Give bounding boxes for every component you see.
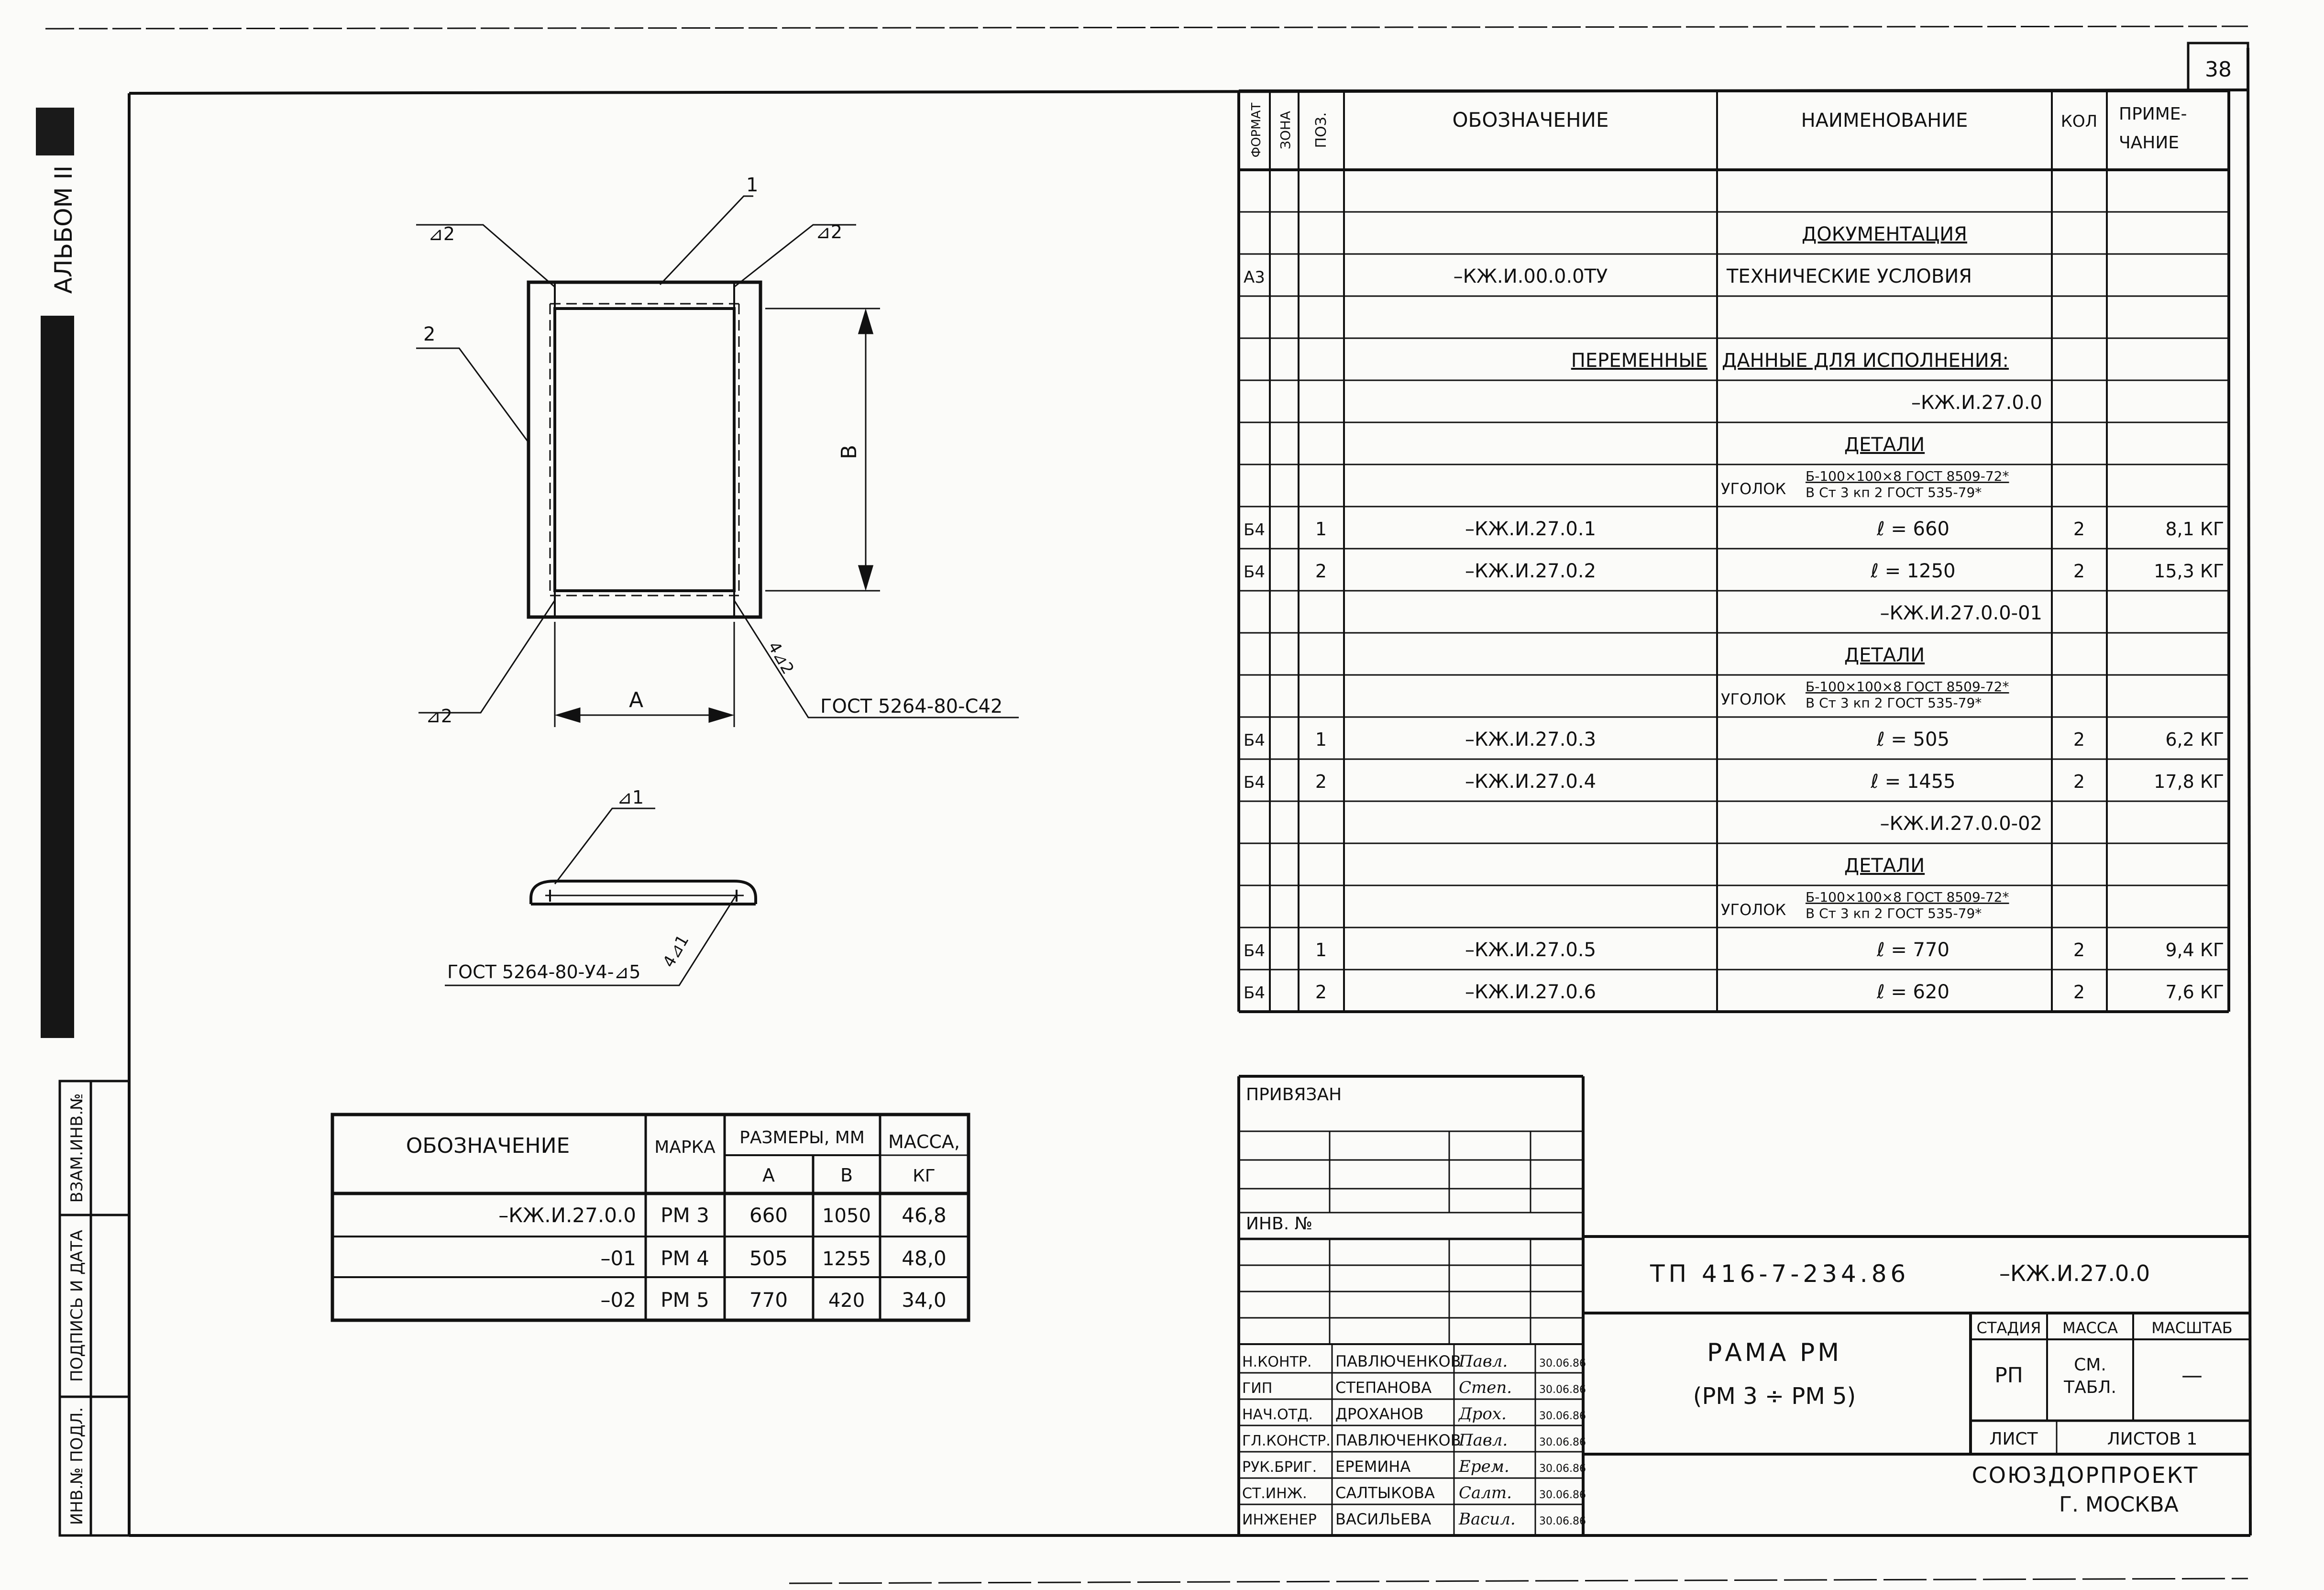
- dim-row-mark: РМ 3: [661, 1204, 709, 1227]
- dim-head-mass: МАССА,: [888, 1131, 960, 1152]
- frame-side-view: [445, 808, 756, 985]
- sheet-label: ЛИСТ: [1989, 1429, 2038, 1449]
- sheets-label: ЛИСТОВ 1: [2107, 1429, 2198, 1449]
- title-line1: РАМА РМ: [1707, 1338, 1842, 1367]
- row-designation: –КЖ.И.27.0.3: [1465, 729, 1597, 751]
- row-qty: 2: [2073, 561, 2085, 582]
- dim-row-mass: 48,0: [902, 1247, 947, 1270]
- signer-name: ЕРЕМИНА: [1335, 1458, 1411, 1476]
- stamp-inv-podl: ИНВ.№ ПОДЛ.: [67, 1407, 87, 1525]
- head-zone: ЗОНА: [1278, 110, 1293, 150]
- head-pos: ПОЗ.: [1313, 112, 1330, 148]
- row-qty: 2: [2073, 729, 2085, 750]
- gost-weld-2: ГОСТ 5264-80-У4-⊿5: [447, 961, 641, 983]
- signer-role: НАЧ.ОТД.: [1242, 1406, 1313, 1423]
- title-line2: (РМ 3 ÷ РМ 5): [1693, 1383, 1856, 1410]
- dim-row-b: 1050: [822, 1205, 871, 1227]
- head-qty: КОЛ: [2060, 112, 2098, 131]
- row-pos: 2: [1315, 561, 1327, 582]
- row-designation: –КЖ.И.27.0.5: [1465, 939, 1597, 961]
- scale-value: —: [2181, 1363, 2203, 1388]
- row-name: ДАННЫЕ ДЛЯ ИСПОЛНЕНИЯ:: [1722, 350, 2009, 372]
- row-qty: 2: [2073, 939, 2085, 961]
- signer-name: ПАВЛЮЧЕНКОВ: [1335, 1352, 1461, 1370]
- dim-row-a: 770: [749, 1288, 788, 1312]
- stage-label: СТАДИЯ: [1976, 1319, 2041, 1337]
- row-qty: 2: [2073, 519, 2085, 540]
- dim-row-a: 660: [749, 1204, 788, 1227]
- head-designation: ОБОЗНАЧЕНИЕ: [1452, 108, 1609, 132]
- dim-row-b: 420: [828, 1290, 865, 1312]
- row-fraction-top: Б-100×100×8 ГОСТ 8509-72*: [1806, 889, 2009, 905]
- row-section: ДЕТАЛИ: [1844, 855, 1925, 877]
- row-format: Б4: [1244, 983, 1265, 1003]
- sheet-frame: [45, 26, 2250, 1583]
- mass-label: МАССА: [2062, 1319, 2118, 1337]
- signer-name: СТЕПАНОВА: [1335, 1379, 1432, 1397]
- org-line1: СОЮЗДОРПРОЕКТ: [1972, 1462, 2199, 1488]
- page-number: 38: [2205, 57, 2232, 82]
- row-pos: 1: [1315, 729, 1327, 750]
- dim-head-dims: РАЗМЕРЫ, ММ: [739, 1128, 865, 1148]
- dim-row-designation: –01: [600, 1247, 636, 1270]
- signer-date: 30.06.86: [1539, 1384, 1586, 1396]
- dim-row-b: 1255: [822, 1248, 871, 1270]
- row-section: ДЕТАЛИ: [1844, 644, 1925, 666]
- signer-name: ДРОХАНОВ: [1335, 1405, 1424, 1423]
- gost-weld-1: ГОСТ 5264-80-С42: [820, 696, 1003, 718]
- head-name: НАИМЕНОВАНИЕ: [1801, 110, 1968, 132]
- row-name: ℓ = 1455: [1871, 771, 1956, 793]
- row-note: 17,8 КГ: [2154, 771, 2224, 792]
- row-name: ТЕХНИЧЕСКИЕ УСЛОВИЯ: [1727, 265, 1972, 287]
- row-qty: 2: [2073, 982, 2085, 1003]
- signer-name: ВАСИЛЬЕВА: [1335, 1510, 1432, 1528]
- signer-role: ИНЖЕНЕР: [1242, 1512, 1317, 1528]
- dim-row-designation: –КЖ.И.27.0.0: [498, 1204, 636, 1227]
- row-note: 7,6 КГ: [2165, 982, 2224, 1003]
- signer-date: 30.06.86: [1539, 1463, 1586, 1475]
- row-format: Б4: [1244, 941, 1265, 961]
- frame-plan-view: [416, 196, 1019, 727]
- row-name: ℓ = 1250: [1871, 560, 1956, 582]
- stage-value: РП: [1994, 1363, 2023, 1388]
- signature-mark: Салт.: [1459, 1483, 1512, 1502]
- signer-role: СТ.ИНЖ.: [1242, 1485, 1307, 1502]
- signer-name: ПАВЛЮЧЕНКОВ: [1335, 1431, 1461, 1449]
- spec-table-text: [1244, 103, 2224, 1003]
- org-line2: Г. МОСКВА: [2059, 1492, 2179, 1517]
- row-designation: –КЖ.И.27.0.6: [1465, 981, 1597, 1003]
- doc-code: –КЖ.И.27.0.0: [1999, 1260, 2150, 1286]
- weld-4n1: 4⊿1: [659, 931, 693, 971]
- dim-head-a: А: [762, 1165, 775, 1186]
- row-format: Б4: [1244, 731, 1265, 750]
- inv-no-label: ИНВ. №: [1246, 1214, 1313, 1234]
- signer-date: 30.06.86: [1539, 1358, 1586, 1369]
- dim-row-designation: –02: [600, 1288, 636, 1312]
- album-label: [36, 108, 77, 1038]
- weld-4n2: 4⊿2: [764, 638, 798, 678]
- dim-head-mark: МАРКА: [654, 1137, 716, 1157]
- row-designation: ПЕРЕМЕННЫЕ: [1571, 350, 1707, 372]
- row-section: ДОКУМЕНТАЦИЯ: [1802, 223, 1967, 245]
- signer-role: ГЛ.КОНСТР.: [1242, 1433, 1331, 1449]
- page-number-box: [2188, 43, 2248, 90]
- row-fraction-bottom: В Ст 3 кп 2 ГОСТ 535-79*: [1806, 695, 1982, 711]
- row-fraction-top: Б-100×100×8 ГОСТ 8509-72*: [1806, 679, 2009, 695]
- signer-list: [1242, 1352, 1586, 1529]
- mass-value: СМ.: [2074, 1355, 2106, 1375]
- row-qty: 2: [2073, 771, 2085, 792]
- row-name: УГОЛОК: [1721, 480, 1786, 498]
- signer-role: ГИП: [1242, 1380, 1273, 1397]
- weld-tr: ⊿2: [815, 221, 843, 243]
- dim-a-label: А: [628, 688, 644, 712]
- signer-date: 30.06.86: [1539, 1436, 1586, 1448]
- row-fraction-bottom: В Ст 3 кп 2 ГОСТ 535-79*: [1806, 485, 1982, 500]
- row-pos: 2: [1315, 982, 1327, 1003]
- row-name: ℓ = 620: [1877, 981, 1950, 1003]
- dim-row-mark: РМ 5: [661, 1288, 709, 1312]
- row-format: Б4: [1244, 563, 1265, 582]
- mass-value-2: ТАБЛ.: [2064, 1378, 2116, 1397]
- dim-row-mass: 46,8: [902, 1204, 947, 1227]
- project-code: ТП 416-7-234.86: [1650, 1260, 1910, 1288]
- row-note: 8,1 КГ: [2165, 519, 2224, 540]
- signer-role: Н.КОНТР.: [1242, 1354, 1312, 1370]
- row-pos: 1: [1315, 519, 1327, 540]
- row-designation: –КЖ.И.27.0.4: [1465, 771, 1597, 793]
- row-variant: –КЖ.И.27.0.0-01: [1880, 602, 2042, 624]
- dim-head-b: В: [840, 1165, 853, 1186]
- head-note-2: ЧАНИЕ: [2119, 133, 2180, 153]
- row-name: ℓ = 770: [1877, 939, 1950, 961]
- row-designation: –КЖ.И.00.0.0ТУ: [1453, 265, 1608, 287]
- weld-n1: ⊿1: [617, 787, 644, 808]
- row-fraction-bottom: В Ст 3 кп 2 ГОСТ 535-79*: [1806, 905, 1982, 921]
- dim-head-mass-unit: КГ: [913, 1166, 936, 1186]
- signature-mark: Павл.: [1459, 1431, 1508, 1450]
- privyazan-label: ПРИВЯЗАН: [1246, 1085, 1342, 1104]
- row-variant: –КЖ.И.27.0.0-02: [1880, 813, 2042, 835]
- signer-date: 30.06.86: [1539, 1410, 1586, 1422]
- dim-head-designation: ОБОЗНАЧЕНИЕ: [406, 1134, 570, 1158]
- stamp-vzam-inv: ВЗАМ.ИНВ.№: [67, 1093, 87, 1203]
- dim-row-mass: 34,0: [902, 1288, 947, 1312]
- scale-label: МАСШТАБ: [2151, 1319, 2233, 1337]
- callout-1: 1: [746, 174, 759, 196]
- row-format: Б4: [1244, 520, 1265, 540]
- signer-date: 30.06.86: [1539, 1489, 1586, 1501]
- head-format: ФОРМАТ: [1249, 102, 1264, 158]
- weld-bl: ⊿2: [426, 706, 453, 727]
- album-title: АЛЬБОМ II: [50, 165, 77, 294]
- row-note: 15,3 КГ: [2154, 561, 2224, 582]
- row-pos: 1: [1315, 939, 1327, 961]
- signer-date: 30.06.86: [1539, 1515, 1586, 1527]
- row-name: ℓ = 505: [1877, 729, 1950, 751]
- signature-mark: Павл.: [1459, 1352, 1508, 1371]
- weld-tl: ⊿2: [428, 223, 455, 244]
- signature-mark: Васил.: [1459, 1510, 1516, 1529]
- row-note: 6,2 КГ: [2165, 729, 2224, 750]
- callout-2: 2: [423, 323, 436, 345]
- row-variant: –КЖ.И.27.0.0: [1911, 392, 2042, 414]
- signer-role: РУК.БРИГ.: [1242, 1459, 1317, 1476]
- signature-mark: Дрох.: [1459, 1404, 1507, 1424]
- row-format: А3: [1244, 268, 1265, 287]
- row-designation: –КЖ.И.27.0.1: [1465, 518, 1597, 540]
- row-format: Б4: [1244, 773, 1265, 792]
- dim-row-a: 505: [749, 1247, 788, 1270]
- row-designation: –КЖ.И.27.0.2: [1465, 560, 1597, 582]
- row-name: УГОЛОК: [1721, 690, 1786, 708]
- signature-mark: Ерем.: [1459, 1457, 1509, 1476]
- row-note: 9,4 КГ: [2165, 939, 2224, 961]
- head-note: ПРИМЕ-: [2119, 104, 2187, 124]
- dim-b-label: В: [837, 444, 861, 460]
- dim-row-mark: РМ 4: [661, 1247, 709, 1270]
- row-name: ℓ = 660: [1877, 518, 1950, 540]
- row-name: УГОЛОК: [1721, 901, 1786, 919]
- signature-mark: Степ.: [1459, 1378, 1512, 1397]
- signer-name: САЛТЫКОВА: [1335, 1484, 1435, 1502]
- row-fraction-top: Б-100×100×8 ГОСТ 8509-72*: [1806, 468, 2009, 484]
- row-section: ДЕТАЛИ: [1844, 434, 1925, 456]
- stamp-podpis-data: ПОДПИСЬ И ДАТА: [67, 1230, 87, 1382]
- spec-table: [1239, 91, 2229, 1012]
- row-pos: 2: [1315, 771, 1327, 792]
